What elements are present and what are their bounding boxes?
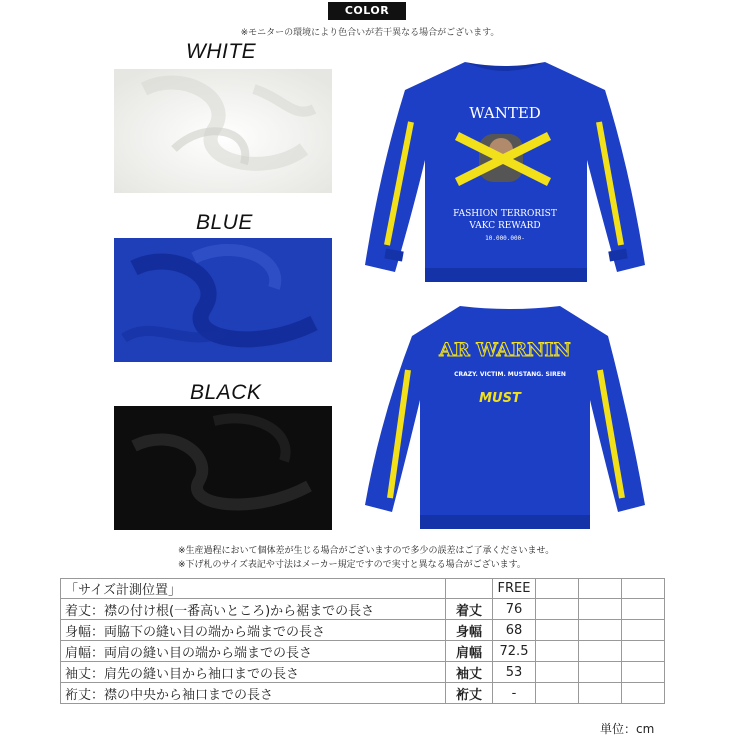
row-key: 肩幅 <box>446 641 493 662</box>
row-value: 76 <box>493 599 536 620</box>
unit-label: 単位：cm <box>600 722 655 736</box>
row-value: 72.5 <box>493 641 536 662</box>
table-row <box>61 662 665 683</box>
table-row <box>61 620 665 641</box>
sweatshirt-back-image <box>360 300 660 535</box>
back-print-logo: MUST <box>479 391 521 406</box>
swatch-black <box>114 406 332 530</box>
note-tag-size: ※下げ札のサイズ表記や寸法はメーカー規定ですので実寸と異なる場合がございます。 <box>178 560 526 570</box>
row-value: 68 <box>493 620 536 641</box>
note-individual-difference: ※生産過程において個体差が生じる場合がございますので多少の誤差はご了承くださいませ。 <box>178 546 555 556</box>
front-print-title: WANTED <box>469 104 541 122</box>
fabric-black-image <box>114 406 332 530</box>
swatch-blue <box>114 238 332 362</box>
back-print-subtitle: CRAZY. VICTIM. MUSTANG. SIREN <box>454 371 566 378</box>
swatch-label-white: WHITE <box>186 40 257 63</box>
front-print-line2: VAKC REWARD <box>469 221 541 231</box>
sweatshirt-front <box>355 50 655 294</box>
row-desc: 肩幅：両肩の縫い目の端から端までの長さ <box>61 641 446 662</box>
size-table-header-size: FREE <box>493 579 536 599</box>
row-desc: 裄丈：襟の中央から袖口までの長さ <box>61 683 446 704</box>
row-key: 袖丈 <box>446 662 493 683</box>
back-print-title: AR WARNIN <box>439 339 571 361</box>
fabric-white-image <box>114 69 332 193</box>
size-table-header-row <box>61 579 665 599</box>
row-desc: 身幅：両脇下の縫い目の端から端までの長さ <box>61 620 446 641</box>
table-row <box>61 599 665 620</box>
row-value: - <box>493 683 536 704</box>
table-row <box>61 641 665 662</box>
size-table-header-label: 「サイズ計測位置」 <box>61 579 446 599</box>
front-print-line1: FASHION TERRORIST <box>453 209 557 219</box>
table-row <box>61 683 665 704</box>
size-table <box>60 578 665 704</box>
row-desc: 着丈：襟の付け根(一番高いところ)から裾までの長さ <box>61 599 446 620</box>
front-print-line3: 10.000.000- <box>485 235 525 242</box>
fabric-blue-image <box>114 238 332 362</box>
sweatshirt-front-image <box>355 50 655 290</box>
sweatshirt-back <box>360 300 660 539</box>
size-table-header-key <box>446 579 493 599</box>
swatch-white <box>114 69 332 193</box>
row-key: 着丈 <box>446 599 493 620</box>
row-value: 53 <box>493 662 536 683</box>
color-heading: COLOR <box>328 2 406 20</box>
monitor-note: ※モニターの環境により色合いが若干異なる場合がございます。 <box>240 28 500 38</box>
row-key: 身幅 <box>446 620 493 641</box>
swatch-label-blue: BLUE <box>196 211 253 234</box>
row-key: 裄丈 <box>446 683 493 704</box>
row-desc: 袖丈：肩先の縫い目から袖口までの長さ <box>61 662 446 683</box>
notes <box>178 544 554 572</box>
swatch-label-black: BLACK <box>190 381 262 404</box>
